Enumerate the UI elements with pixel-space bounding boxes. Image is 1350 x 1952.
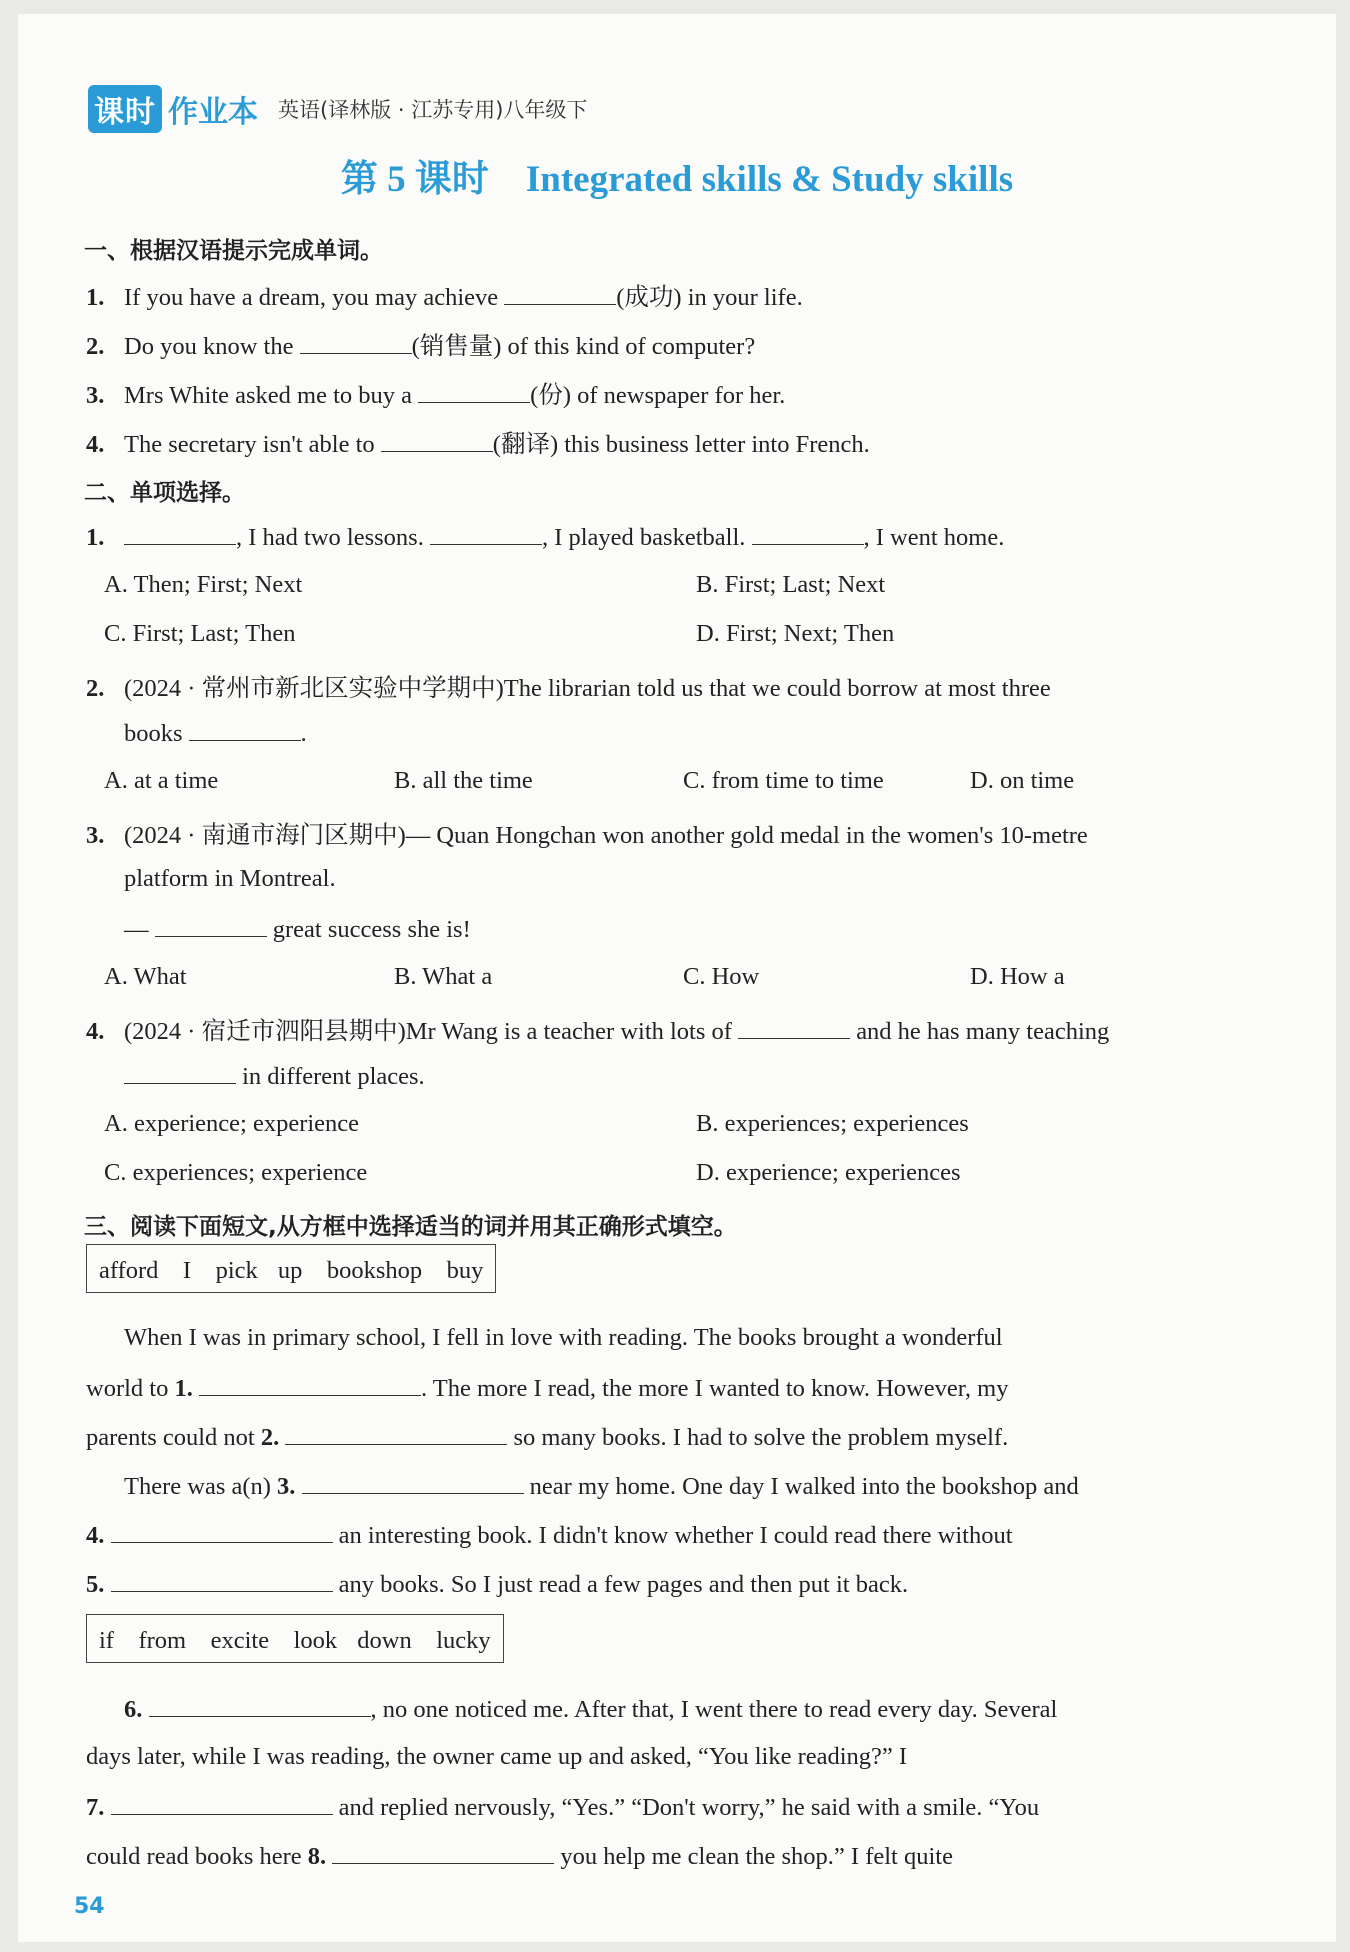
item-text: (销售量) of this kind of computer? (411, 333, 756, 360)
passage-text: any books. So I just read a few pages and then put it back. (332, 1571, 909, 1598)
option-c[interactable]: C. experiences; experience (104, 1159, 368, 1186)
option-c[interactable]: C. from time to time (683, 767, 884, 794)
word-box-2: if from excite look down lucky (86, 1614, 504, 1663)
question-text: great success she is! (266, 916, 471, 943)
question-text: in different places. (236, 1063, 425, 1090)
word-box-1: afford I pick up bookshop buy (86, 1244, 496, 1293)
s1-item-4 (86, 425, 870, 460)
answer-blank[interactable] (300, 331, 412, 354)
passage-text: , no one noticed me. After that, I went there to read every day. Several (370, 1696, 1058, 1723)
s1-item-3 (86, 376, 785, 411)
logo-text: 作业本 (168, 95, 258, 130)
section3-heading: 三、阅读下面短文,从方框中选择适当的词并用其正确形式填空。 (84, 1214, 737, 1240)
answer-blank[interactable] (738, 1016, 850, 1039)
logo-box: 课时 (88, 85, 162, 133)
answer-blank[interactable] (189, 718, 301, 741)
option-b[interactable]: B. all the time (394, 767, 533, 794)
option-b[interactable]: B. First; Last; Next (696, 571, 886, 598)
option-c[interactable]: C. First; Last; Then (104, 620, 296, 647)
item-text: Mrs White asked me to buy a (124, 382, 419, 409)
passage-text: There was a(n) (124, 1473, 278, 1500)
workbook-page (18, 14, 1336, 1942)
answer-blank[interactable] (381, 429, 493, 452)
question-text: , I had two lessons. (236, 524, 430, 551)
s2-q4 (86, 1012, 1109, 1047)
s2-q2 (86, 669, 1051, 704)
passage-line (86, 1841, 953, 1871)
passage-line (86, 1569, 908, 1599)
header-subtitle: 英语(译林版 · 江苏专用)八年级下 (278, 98, 588, 122)
passage-line (86, 1792, 1039, 1822)
passage-line (124, 1471, 1079, 1501)
answer-blank[interactable] (111, 1569, 333, 1592)
question-text: , I played basketball. (541, 524, 752, 551)
s2-q2-line2 (124, 718, 307, 748)
s2-q3-line3 (124, 914, 471, 944)
question-text: , I went home. (863, 524, 1005, 551)
question-text: . (300, 720, 307, 747)
option-a[interactable]: A. What (104, 963, 187, 990)
section1-heading: 一、根据汉语提示完成单词。 (84, 238, 383, 264)
answer-blank[interactable] (111, 1792, 333, 1815)
question-text: (2024 · 宿迁市泗阳县期中)Mr Wang is a teacher with lots of (124, 1018, 739, 1045)
item-text: (翻译) this business letter into French. (492, 431, 870, 458)
passage-text: parents could not (86, 1424, 261, 1451)
option-d[interactable]: D. on time (970, 767, 1075, 794)
answer-blank[interactable] (199, 1373, 421, 1396)
option-b[interactable]: B. What a (394, 963, 493, 990)
passage-text: an interesting book. I didn't know whether I could read there without (332, 1522, 1013, 1549)
s2-q3-line2: platform in Montreal. (124, 865, 336, 892)
s2-q4-line2 (124, 1061, 425, 1091)
page-number: 54 (74, 1894, 105, 1919)
item-number: 1. (86, 284, 105, 311)
option-d[interactable]: D. How a (970, 963, 1065, 990)
passage-text: near my home. One day I walked into the bookshop and (523, 1473, 1079, 1500)
question-number: 1. (86, 524, 105, 551)
passage-line: When I was in primary school, I fell in love with reading. The books brought a wonderful (124, 1324, 1003, 1351)
question-number: 3. (86, 822, 105, 849)
item-number: 2. (86, 333, 105, 360)
passage-line (86, 1422, 1008, 1452)
blank-number: 7. (86, 1794, 105, 1821)
answer-blank[interactable] (124, 1061, 236, 1084)
passage-text: so many books. I had to solve the problem myself. (507, 1424, 1009, 1451)
passage-line: days later, while I was reading, the owner came up and asked, “You like reading?” I (86, 1743, 908, 1770)
blank-number: 5. (86, 1571, 105, 1598)
s1-item-1 (86, 278, 803, 313)
question-number: 2. (86, 675, 105, 702)
item-number: 3. (86, 382, 105, 409)
item-text: (成功) in your life. (616, 284, 803, 311)
answer-blank[interactable] (124, 522, 236, 545)
blank-number: 4. (86, 1522, 105, 1549)
passage-text: . The more I read, the more I wanted to know. However, my (420, 1375, 1009, 1402)
answer-blank[interactable] (418, 380, 530, 403)
passage-text: you help me clean the shop.” I felt quite (554, 1843, 953, 1870)
blank-number: 8. (307, 1843, 327, 1870)
option-c[interactable]: C. How (683, 963, 760, 990)
option-d[interactable]: D. First; Next; Then (696, 620, 895, 647)
question-text: (2024 · 常州市新北区实验中学期中)The librarian told us that we could borrow at most three (124, 675, 1051, 702)
option-a[interactable]: A. experience; experience (104, 1110, 360, 1137)
answer-blank[interactable] (504, 282, 616, 305)
option-d[interactable]: D. experience; experiences (696, 1159, 961, 1186)
answer-blank[interactable] (155, 914, 267, 937)
blank-number: 2. (260, 1424, 280, 1451)
answer-blank[interactable] (111, 1520, 333, 1543)
passage-text: could read books here (86, 1843, 308, 1870)
s2-q1 (86, 522, 1004, 552)
answer-blank[interactable] (332, 1841, 554, 1864)
answer-blank[interactable] (430, 522, 542, 545)
blank-number: 3. (277, 1473, 296, 1500)
question-text: (2024 · 南通市海门区期中)— Quan Hongchan won another gold medal in the women's 10-metre (124, 822, 1088, 849)
option-a[interactable]: A. at a time (104, 767, 219, 794)
item-text: The secretary isn't able to (124, 431, 381, 458)
s1-item-2 (86, 327, 755, 362)
passage-line (86, 1373, 1008, 1403)
passage-text: world to (86, 1375, 175, 1402)
answer-blank[interactable] (149, 1694, 371, 1717)
blank-number: 1. (174, 1375, 193, 1402)
passage-line (86, 1520, 1013, 1550)
option-b[interactable]: B. experiences; experiences (696, 1110, 969, 1137)
passage-text: and replied nervously, “Yes.” “Don't worry,” he said with a smile. “You (332, 1794, 1040, 1821)
s2-q3 (86, 816, 1088, 851)
item-text: (份) of newspaper for her. (530, 382, 786, 409)
question-text: — (124, 916, 155, 943)
answer-blank[interactable] (285, 1422, 507, 1445)
question-text: and he has many teaching (850, 1018, 1110, 1045)
item-number: 4. (86, 431, 105, 458)
question-number: 4. (86, 1018, 105, 1045)
option-a[interactable]: A. Then; First; Next (104, 571, 303, 598)
answer-blank[interactable] (302, 1471, 524, 1494)
item-text: Do you know the (124, 333, 300, 360)
section2-heading: 二、单项选择。 (84, 480, 245, 506)
blank-number: 6. (124, 1696, 143, 1723)
header (88, 84, 587, 134)
lesson-title: 第 5 课时 Integrated skills & Study skills (340, 159, 1014, 200)
answer-blank[interactable] (752, 522, 864, 545)
item-text: If you have a dream, you may achieve (124, 284, 505, 311)
question-text: books (124, 720, 189, 747)
passage-line (124, 1694, 1057, 1724)
